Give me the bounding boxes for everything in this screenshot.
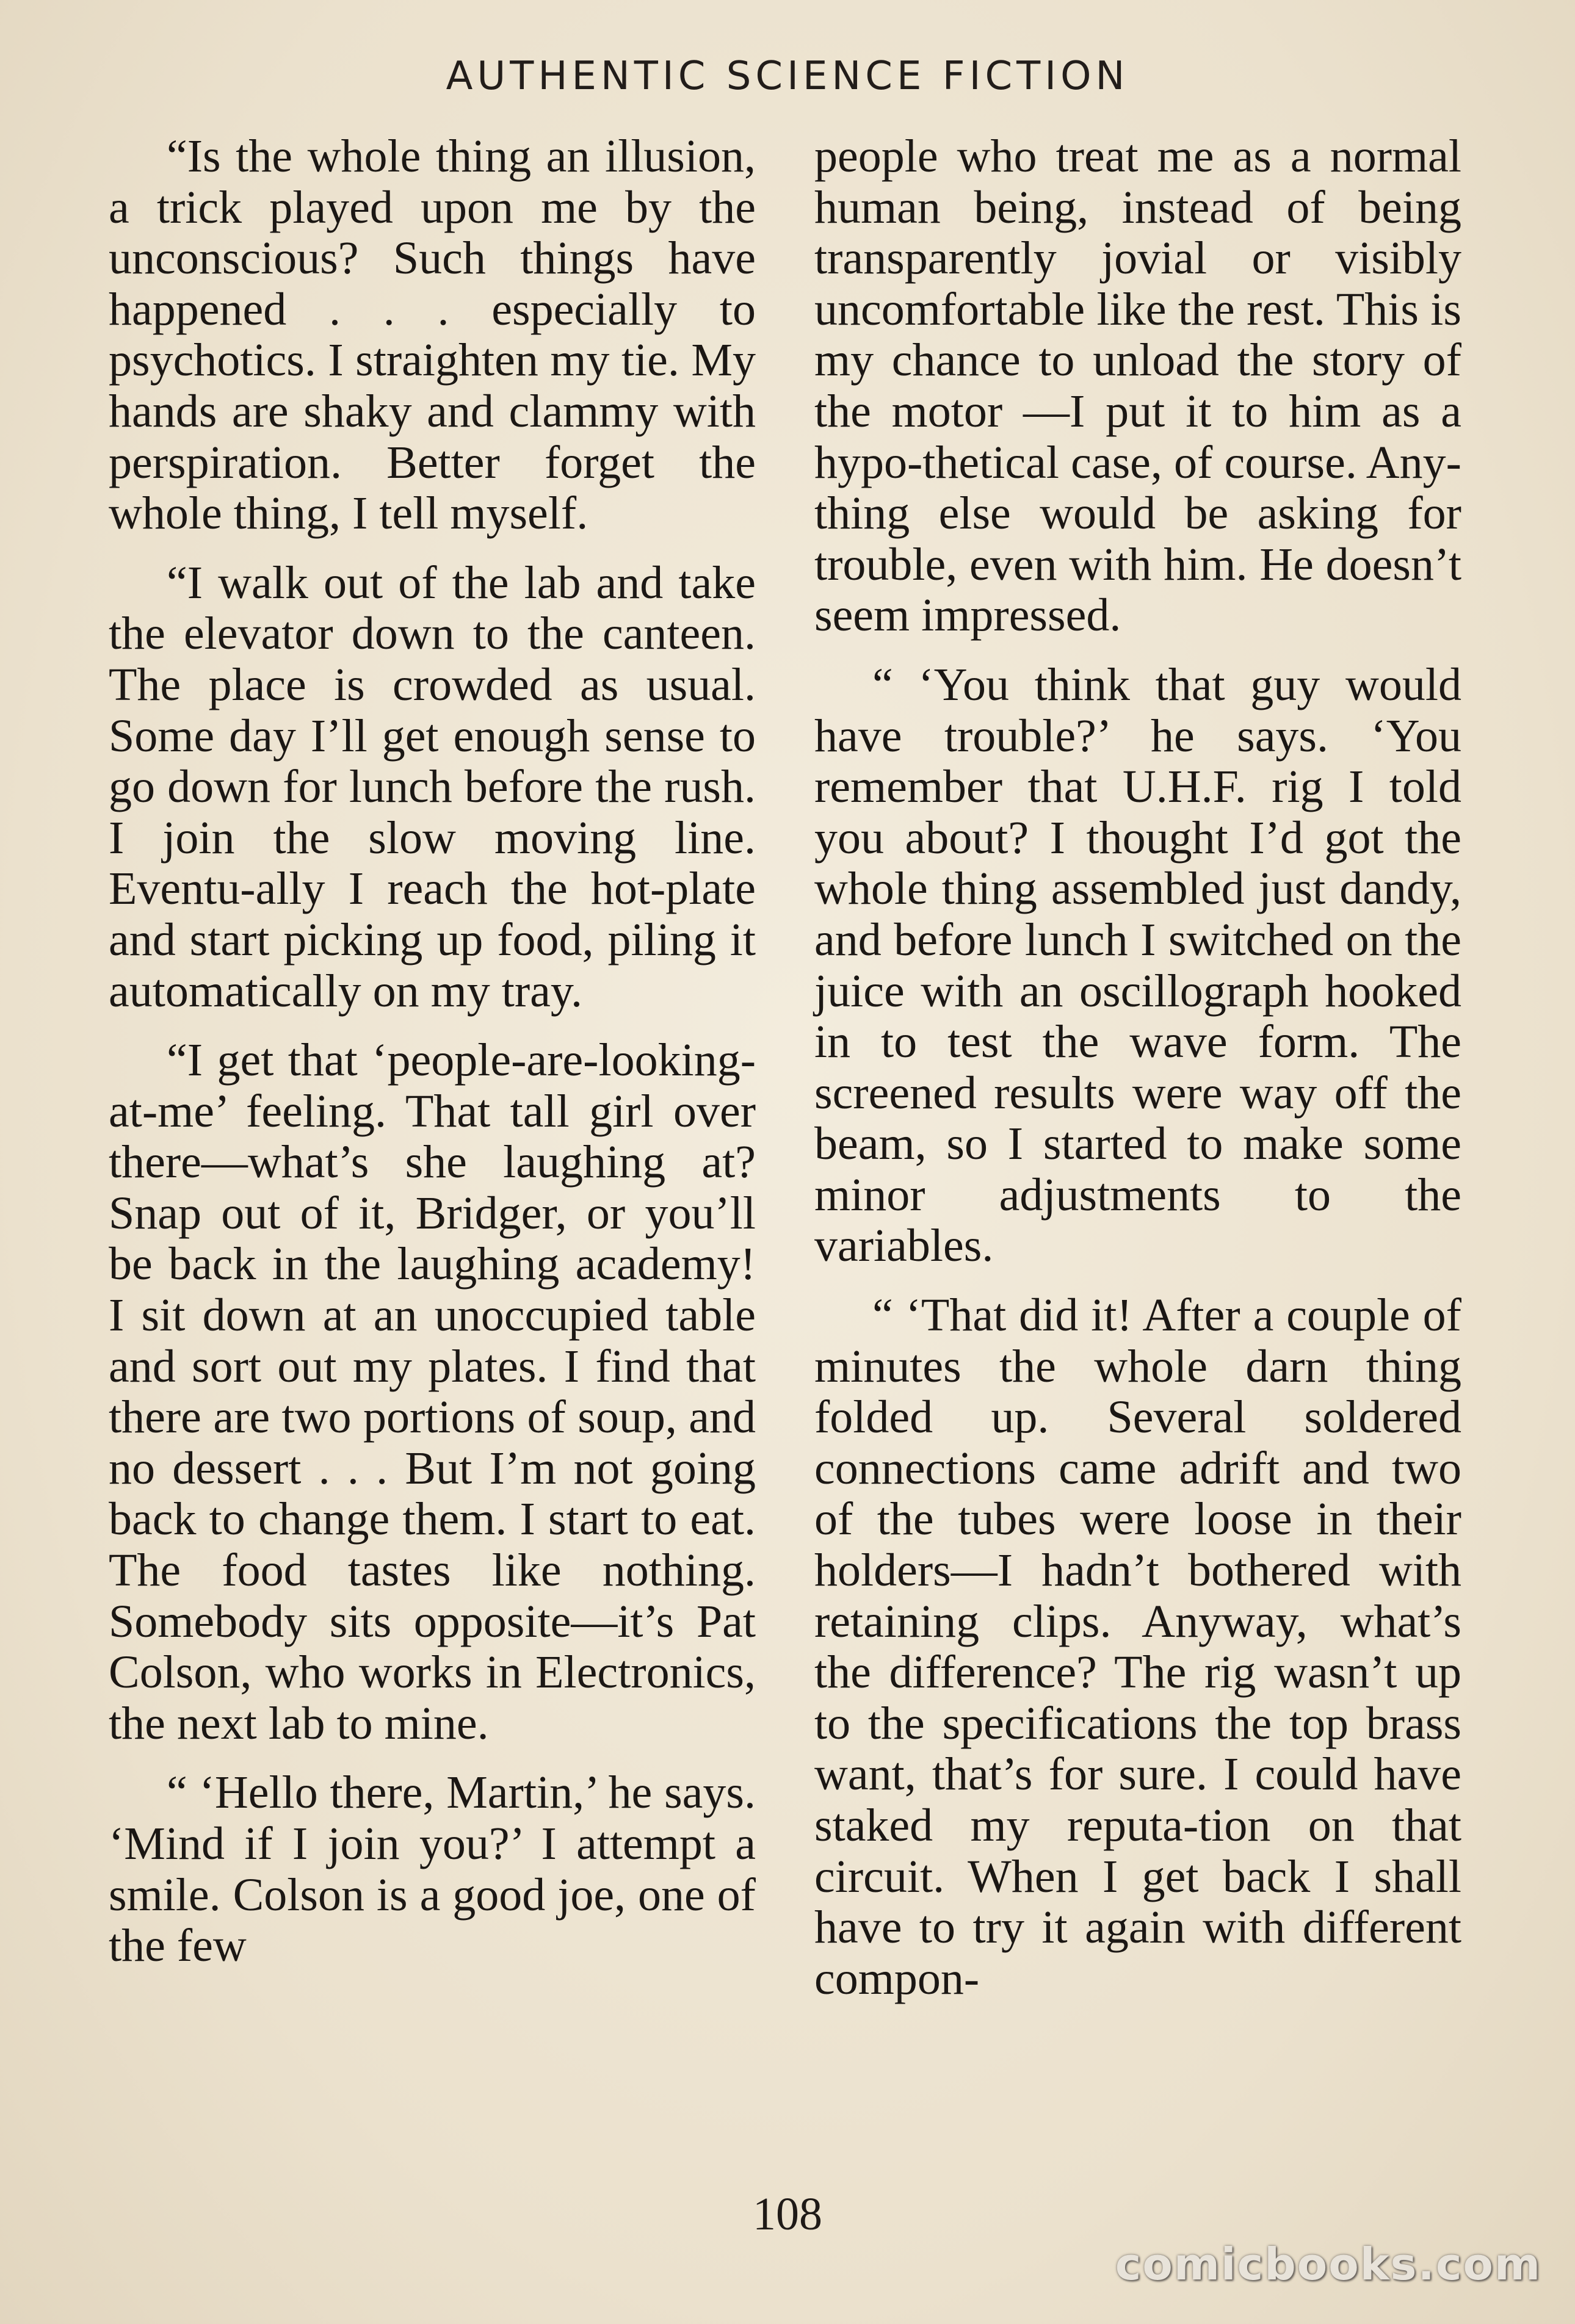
paragraph: “I get that ‘people-are-looking-at-me’ feeling. That tall girl over there—what’s she laughing at? Snap out of it, Bridger, or you’ll be back in the laughing academy! I sit down at an unoccupied table and sort out my plates. I find that there are two portions of soup, and no dessert . . . But I’m not going back to change them. I start to eat. The food tastes like nothing. Somebody sits opposite—it’s Pat Colson, who works in Electronics, the next lab to mine. bbox=[109, 1034, 756, 1749]
running-head: AUTHENTIC SCIENCE FICTION bbox=[446, 54, 1129, 99]
paragraph: “Is the whole thing an illusion, a trick played upon me by the unconscious? Such things have happened . . . especially to psychotics. I straighten my tie. My hands are shaky and clammy with perspiration. Better forget the whole thing, I tell myself. bbox=[109, 131, 756, 540]
paragraph-continued: people who treat me as a normal human being, instead of being transparently jovial or visibly uncomfortable like the rest. This is my chance to unload the story of the motor —I put it to him as a hypo-thetical case, of course. Any-thing else would be asking for trouble, even with him. He doesn’t seem impressed. bbox=[814, 131, 1461, 641]
right-column bbox=[814, 131, 1461, 2023]
left-column bbox=[109, 131, 756, 1990]
paragraph: “ ‘Hello there, Martin,’ he says. ‘Mind if I join you?’ I attempt a smile. Colson is a good joe, one of the few bbox=[109, 1767, 756, 1972]
paragraph: “ ‘You think that guy would have trouble?’ he says. ‘You remember that U.H.F. rig I told you about? I thought I’d got the whole thing assembled just dandy, and before lunch I switched on the juice with an oscillograph hooked in to test the wave form. The screened results were way off the beam, so I started to make some minor adjustments to the variables. bbox=[814, 659, 1461, 1272]
paragraph: “ ‘That did it! After a couple of minutes the whole darn thing folded up. Several soldered connections came adrift and two of the tubes were loose in their holders—I hadn’t bothered with retaining clips. Anyway, what’s the difference? The rig wasn’t up to the specifications the top brass want, that’s for sure. I could have staked my reputa-tion on that circuit. When I get back I shall have to try it again with different compon- bbox=[814, 1290, 1461, 2004]
site-watermark: comicbooks.com bbox=[1115, 2239, 1541, 2290]
paragraph: “I walk out of the lab and take the elevator down to the canteen. The place is crowded as usual. Some day I’ll get enough sense to go down for lunch before the rush. I join the slow moving line. Eventu-ally I reach the hot-plate and start picking up food, piling it automatically on my tray. bbox=[109, 557, 756, 1017]
page-number: 108 bbox=[753, 2189, 822, 2240]
